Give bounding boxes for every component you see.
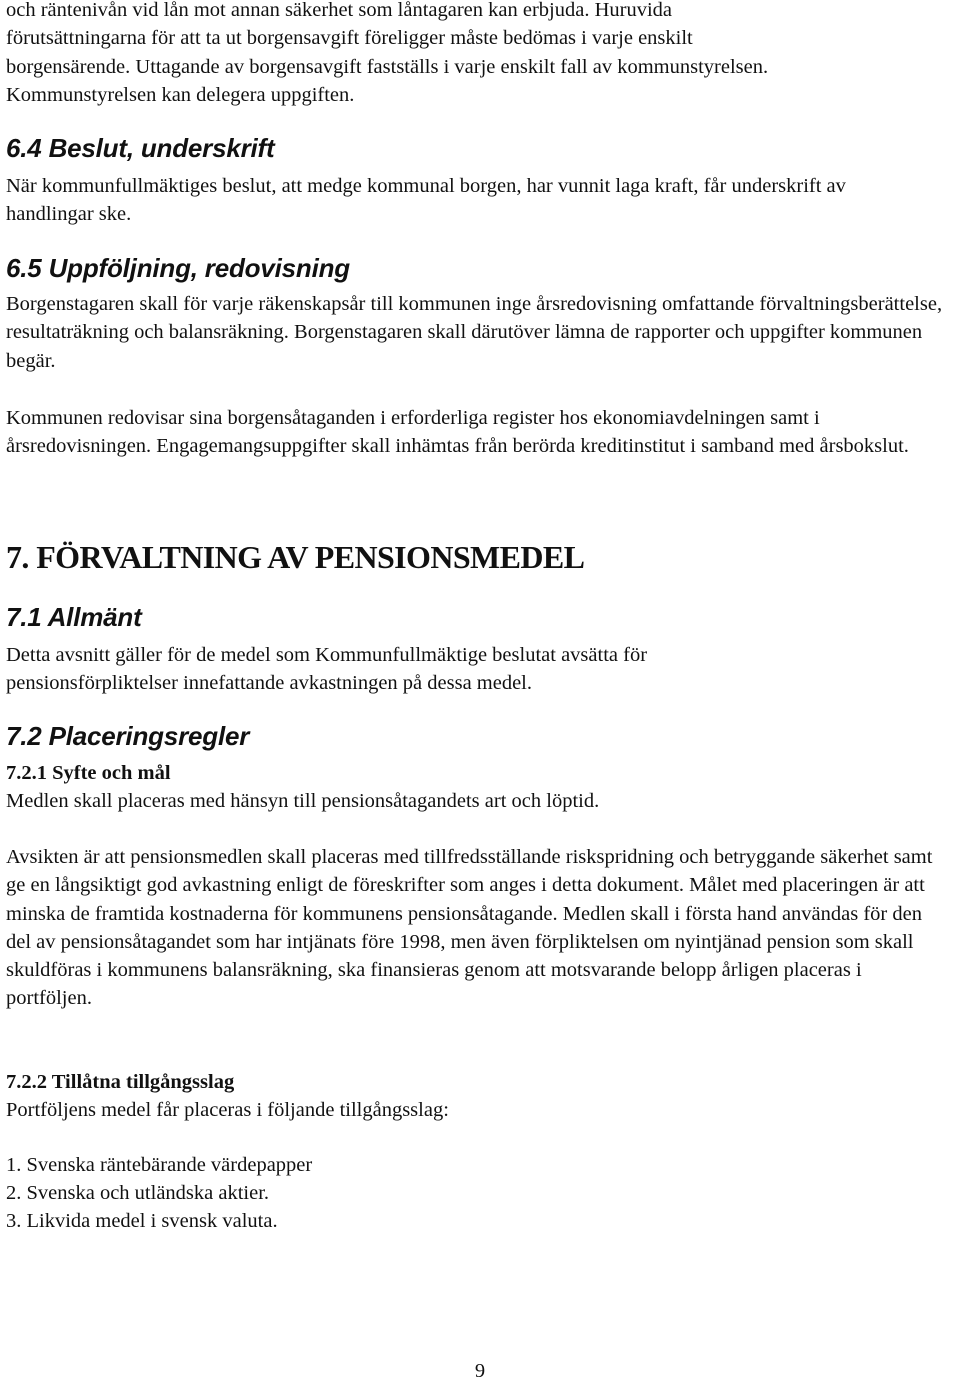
section-7-1-body-text: Detta avsnitt gäller för de medel som Kommunfullmäktige beslutat avsätta för pensionsförpliktelser innefattande avkastningen på dessa medel. xyxy=(6,644,648,695)
list-item: 2. Svenska och utländska aktier. xyxy=(6,1182,270,1204)
section-6-5-body-1-text: Borgenstagaren skall för varje räkenskapsår till kommunen inge årsredovisning omfattande förvaltningsberättelse, resultaträkning och balansräkning. Borgenstagaren skall därutöver lämna de rapporter och uppgifter kommunen begär. xyxy=(6,293,943,372)
section-6-5-body-1 xyxy=(6,290,951,375)
chapter-7-heading: 7. FÖRVALTNING AV PENSIONSMEDEL xyxy=(6,539,585,575)
section-7-2-1-body-2 xyxy=(6,843,951,1013)
section-7-1-heading: 7.1 Allmänt xyxy=(6,602,142,632)
section-7-2-2-intro: Portföljens medel får placeras i följande tillgångsslag: xyxy=(6,1099,449,1121)
section-7-2-2-heading: 7.2.2 Tillåtna tillgångsslag xyxy=(6,1071,235,1093)
section-7-1-body xyxy=(6,641,796,698)
intro-line-4: Kommunstyrelsen kan delegera uppgiften. xyxy=(6,83,355,106)
section-6-4-body-text: När kommunfullmäktiges beslut, att medge kommunal borgen, har vunnit laga kraft, får underskrift av handlingar ske. xyxy=(6,175,846,226)
section-6-5-body-2 xyxy=(6,404,960,461)
intro-line-1: och räntenivån vid lån mot annan säkerhet som låntagaren kan erbjuda. Huruvida xyxy=(6,0,673,21)
section-7-2-1-body-1-text: Medlen skall placeras med hänsyn till pensionsåtagandets art och löptid. xyxy=(6,790,600,812)
section-7-2-1-body-1 xyxy=(6,787,946,815)
page-number: 9 xyxy=(474,1360,486,1382)
section-6-4-body xyxy=(6,172,906,229)
intro-line-2: förutsättningarna för att ta ut borgensavgift föreligger måste bedömas i varje enskilt xyxy=(6,27,693,50)
section-7-2-1-body-2-text: Avsikten är att pensionsmedlen skall placeras med tillfredsställande riskspridning och betryggande säkerhet samt ge en långsiktigt god avkastning enligt de föreskrifter som anges i detta dokument. Målet med placeringen är att minska de framtida kostnaderna för kommunens pensionsåtagande. Medlen skall i första hand användas för den del av pensionsåtagandet som har intjänats före 1998, men även förpliktelsen om nyintjänad pension som skall skuldföras i kommunens balansräkning, ska finansieras genom att motsvarande belopp årligen placeras i portföljen. xyxy=(6,846,933,1010)
section-7-2-1-heading: 7.2.1 Syfte och mål xyxy=(6,762,171,784)
intro-paragraph xyxy=(6,0,768,109)
intro-line-3: borgensärende. Uttagande av borgensavgift fastställs i varje enskilt fall av kommunstyrelsen. xyxy=(6,55,769,78)
section-6-4-heading: 6.4 Beslut, underskrift xyxy=(6,133,275,163)
asset-class-list xyxy=(6,1151,312,1235)
section-6-5-body-2-text: Kommunen redovisar sina borgensåtaganden i erforderliga register hos ekonomiavdelningen samt i årsredovisningen. Engagemangsuppgifter skall inhämtas från berörda kreditinstitut i samband med årsbokslut. xyxy=(6,407,909,458)
list-item: 3. Likvida medel i svensk valuta. xyxy=(6,1210,278,1232)
section-7-2-heading: 7.2 Placeringsregler xyxy=(6,721,250,751)
list-item: 1. Svenska räntebärande värdepapper xyxy=(6,1154,313,1176)
section-6-5-heading: 6.5 Uppföljning, redovisning xyxy=(6,253,350,283)
